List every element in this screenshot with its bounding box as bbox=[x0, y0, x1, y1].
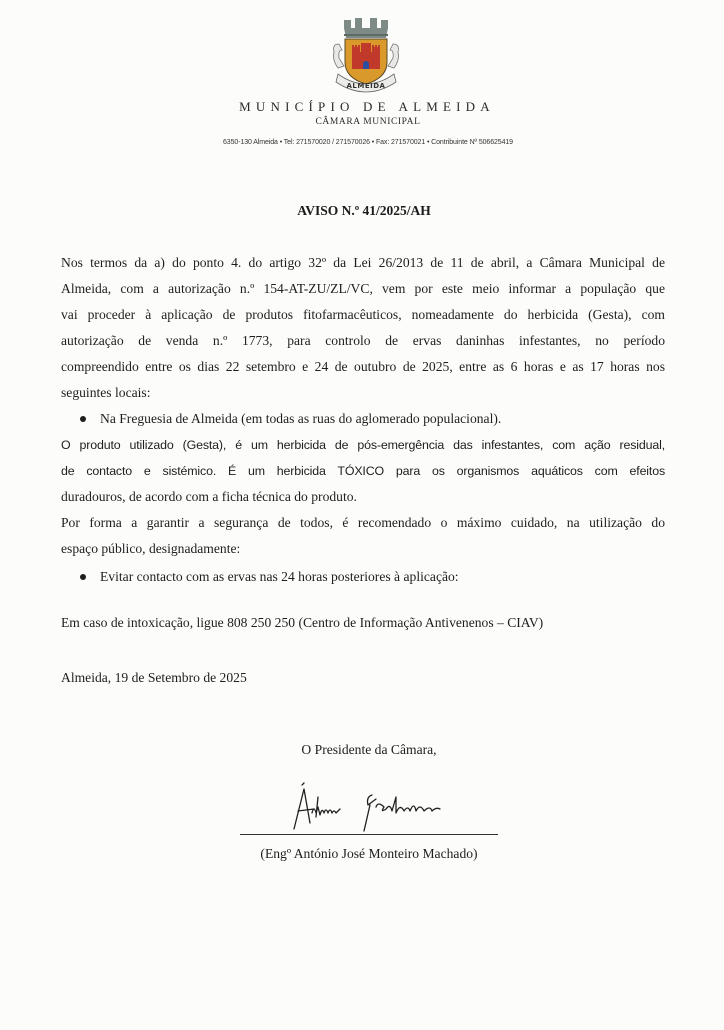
svg-text:ALMEIDA: ALMEIDA bbox=[346, 82, 386, 90]
text-line: Nos termos da a) do ponto 4. do artigo 32º da Lei 26/2013 de 11 de abril, a Câmara Municipal de bbox=[61, 255, 665, 270]
text-line: compreendido entre os dias 22 setembro e 24 de outubro de 2025, entre as 6 horas e as 17 horas nos bbox=[61, 359, 665, 374]
municipality-name: MUNICÍPIO DE ALMEIDA bbox=[239, 99, 495, 114]
text-line: autorização de venda n.º 1773, para controlo de ervas daninhas infestantes, no período bbox=[61, 333, 665, 348]
safety-line: Por forma a garantir a segurança de todos, é recomendado o máximo cuidado, na utilização do bbox=[61, 515, 665, 530]
signatory-title: O Presidente da Câmara, bbox=[301, 742, 437, 757]
signatory-name: (Engº António José Monteiro Machado) bbox=[260, 846, 478, 861]
place-and-date: Almeida, 19 de Setembro de 2025 bbox=[61, 670, 247, 685]
recommendation-list-item bbox=[80, 564, 459, 590]
bullet-icon bbox=[80, 574, 86, 580]
emergency-contact: Em caso de intoxicação, ligue 808 250 250 (Centro de Informação Antivenenos – CIAV) bbox=[61, 615, 544, 630]
location-text: Na Freguesia de Almeida (em todas as ruas do aglomerado populacional). bbox=[100, 411, 502, 426]
signature-rule bbox=[240, 834, 498, 835]
contact-line: 6350-130 Almeida • Tel: 271570020 / 271570026 • Fax: 271570021 • Contribuinte Nº 506625419 bbox=[223, 139, 513, 146]
handwritten-signature-icon bbox=[280, 777, 480, 837]
safety-line: espaço público, designadamente: bbox=[61, 541, 241, 556]
product-paragraph-end: duradouros, de acordo com a ficha técnica do produto. bbox=[61, 489, 357, 504]
recommendation-text: Evitar contacto com as ervas nas 24 horas posteriores à aplicação: bbox=[100, 569, 459, 584]
intro-paragraph bbox=[61, 250, 665, 406]
coat-of-arms-icon bbox=[330, 14, 402, 94]
signature-block bbox=[240, 742, 498, 861]
text-line: seguintes locais: bbox=[61, 385, 151, 400]
location-list-item bbox=[80, 406, 501, 432]
text-line: Almeida, com a autorização n.º 154-AT-ZU/ZL/VC, vem por este meio informar a população que bbox=[61, 281, 665, 296]
product-paragraph bbox=[61, 432, 665, 484]
text-line: de contacto e sistémico. É um herbicida TÓXICO para os organismos aquáticos com efeitos bbox=[61, 464, 665, 478]
notice-title: AVISO N.º 41/2025/AH bbox=[297, 203, 431, 218]
council-name: CÂMARA MUNICIPAL bbox=[315, 117, 421, 127]
text-line: O produto utilizado (Gesta), é um herbicida de pós-emergência das infestantes, com ação residual, bbox=[61, 438, 665, 452]
bullet-icon bbox=[80, 416, 86, 422]
text-line: vai proceder à aplicação de produtos fitofarmacêuticos, nomeadamente do herbicida (Gesta), com bbox=[61, 307, 665, 322]
